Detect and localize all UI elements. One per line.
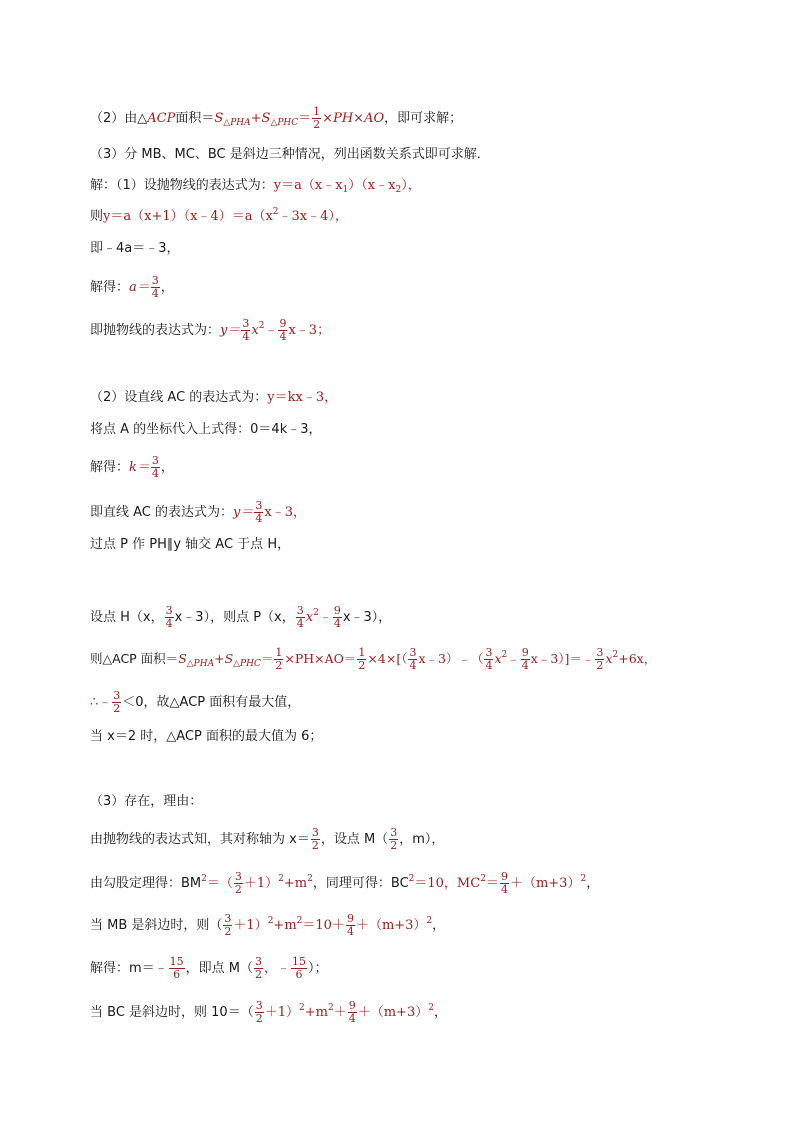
frac-den: 2 — [224, 925, 232, 938]
math: 2 — [428, 1003, 434, 1013]
fraction — [151, 275, 160, 300]
hint-part-3 — [90, 145, 490, 165]
fraction — [278, 318, 287, 343]
math: ＝10，MC — [414, 876, 481, 891]
fraction — [255, 1000, 264, 1025]
math: 2 — [307, 874, 313, 884]
text: （3）分 MB、MC、BC 是斜边三种情况，列出函数关系式即可求解． — [90, 147, 490, 162]
frac-num: 9 — [333, 604, 341, 617]
text: 将点 A 的坐标代入上式得：0＝4k﹣3， — [90, 422, 322, 437]
fraction — [333, 605, 342, 630]
frac-den: 4 — [165, 617, 173, 630]
solution-line-1 — [90, 176, 421, 196]
frac-num: 3 — [390, 826, 398, 839]
frac-den: 6 — [173, 968, 181, 981]
fraction — [484, 647, 493, 672]
math: ∴﹣ — [90, 695, 112, 710]
solution-part3-line-5 — [90, 956, 328, 981]
math: ＝ — [260, 651, 274, 666]
math: 1 — [342, 185, 349, 195]
math: 2 — [426, 916, 433, 926]
text: x﹣3），则点 P（x， — [174, 610, 295, 625]
solution-part2-line-2 — [90, 420, 322, 440]
fraction — [165, 605, 174, 630]
math: S — [178, 651, 187, 666]
math: 2 — [395, 185, 402, 195]
solution-line-4 — [90, 275, 174, 300]
math: ﹣ — [318, 610, 332, 625]
math: ﹣ — [507, 651, 520, 666]
math: ＋1） — [243, 876, 279, 891]
math: ﹣ — [264, 323, 278, 338]
text: （2）由△ — [90, 111, 148, 126]
math: 2 — [296, 916, 303, 926]
math: ﹣3x﹣4）， — [278, 209, 348, 224]
frac-den: 2 — [275, 659, 283, 672]
fraction — [357, 647, 366, 672]
math: 2 — [480, 874, 486, 884]
math: × — [353, 111, 365, 126]
text: 则 — [90, 209, 104, 224]
math: ×PH×AO＝ — [284, 651, 357, 666]
text: 当 MB 是斜边时，则（ — [90, 918, 223, 933]
text: ，设点 M（ — [320, 832, 389, 847]
text: （2）设直线 AC 的表达式为： — [90, 390, 268, 405]
text: x﹣3）， — [342, 610, 392, 625]
frac-num: 1 — [313, 105, 321, 118]
frac-den: 2 — [255, 1012, 263, 1025]
math: S — [261, 111, 271, 126]
math: +6x， — [618, 651, 657, 666]
frac-den: 6 — [295, 968, 303, 981]
math: y＝ — [220, 323, 241, 338]
fraction — [521, 647, 530, 672]
math: △PHA — [186, 659, 215, 669]
solution-part2-line-6 — [90, 605, 391, 630]
fraction — [500, 871, 509, 896]
math: PH — [333, 111, 354, 126]
frac-num: 3 — [151, 274, 159, 287]
math: 2 — [258, 321, 265, 331]
solution-part2-line-9 — [90, 727, 322, 747]
math: x — [605, 651, 613, 666]
frac-num: 3 — [234, 870, 242, 883]
frac-num: 3 — [296, 604, 304, 617]
frac-den: 2 — [596, 659, 604, 672]
text: 过点 P 作 PH∥y 轴交 AC 于点 H， — [90, 537, 291, 552]
math: y＝kx﹣3， — [267, 390, 338, 405]
frac-num: 3 — [224, 912, 232, 925]
solution-part2-line-4 — [90, 500, 306, 525]
math: ，﹣ — [264, 961, 291, 976]
solution-part2-line-5 — [90, 535, 290, 555]
fraction — [223, 913, 232, 938]
fraction — [112, 690, 121, 715]
math: ＋ — [333, 1005, 347, 1020]
math: ＝ — [485, 876, 499, 891]
text: 即直线 AC 的表达式为： — [90, 505, 234, 520]
math: ＝（ — [206, 876, 233, 891]
text: 解得： — [90, 460, 130, 475]
math: AO — [364, 111, 385, 126]
text: 解：（1）设抛物线的表达式为： — [90, 178, 274, 193]
frac-den: 2 — [358, 659, 366, 672]
frac-den: 2 — [313, 118, 321, 131]
text: 解得： — [90, 280, 130, 295]
frac-num: 3 — [255, 999, 263, 1012]
math: x — [251, 323, 259, 338]
solution-line-2 — [90, 207, 348, 227]
text: 面积＝ — [175, 111, 215, 126]
text: ， — [160, 460, 174, 475]
math: △PHA — [223, 118, 251, 128]
text: 由勾股定理得：BM — [90, 876, 202, 891]
text: 解得：m＝﹣ — [90, 961, 168, 976]
math: +m — [283, 876, 308, 891]
frac-den: 4 — [242, 330, 250, 343]
frac-num: 9 — [348, 999, 356, 1012]
math: S — [214, 111, 224, 126]
solution-part2-line-1 — [90, 388, 337, 408]
fraction — [241, 318, 250, 343]
text: ， — [432, 918, 446, 933]
text: ， — [160, 280, 174, 295]
frac-num: 3 — [151, 454, 159, 467]
fraction — [311, 827, 320, 852]
solution-part3-line-2 — [90, 827, 444, 852]
fraction — [291, 956, 307, 981]
math: × — [322, 111, 334, 126]
frac-den: 4 — [409, 659, 417, 672]
math: 2 — [272, 207, 279, 217]
text: 即抛物线的表达式为： — [90, 323, 221, 338]
text: 当 BC 是斜边时，则 10＝（ — [90, 1005, 254, 1020]
frac-num: 3 — [242, 317, 250, 330]
frac-den: 4 — [348, 1012, 356, 1025]
frac-den: 4 — [333, 617, 341, 630]
fraction — [348, 1000, 357, 1025]
math: y＝a（x﹣x — [273, 178, 343, 193]
math: 2 — [299, 1003, 305, 1013]
text: ）； — [308, 961, 328, 976]
frac-den: 2 — [255, 968, 263, 981]
math: a＝ — [129, 280, 150, 295]
math: + — [250, 111, 262, 126]
solution-line-5 — [90, 318, 330, 343]
math: ）， — [401, 178, 421, 193]
text: ，即可求解； — [384, 111, 463, 126]
solution-part3-line-1 — [90, 792, 202, 812]
math: y＝a（x+1）（x﹣4）＝a（x — [103, 209, 273, 224]
math: k＝ — [129, 460, 150, 475]
fraction — [254, 956, 263, 981]
frac-num: 9 — [500, 870, 508, 883]
frac-num: 3 — [255, 955, 263, 968]
math: ）（x﹣x — [348, 178, 396, 193]
frac-den: 4 — [151, 467, 159, 480]
math: △PHC — [270, 118, 299, 128]
text: ＜0，故△ACP 面积有最大值， — [122, 695, 301, 710]
frac-num: 15 — [169, 955, 184, 968]
frac-num: 3 — [311, 826, 319, 839]
fraction — [234, 871, 243, 896]
math: ＋1） — [233, 918, 268, 933]
text: ， — [586, 876, 600, 891]
text: ， — [433, 1005, 447, 1020]
hint-part-2 — [90, 106, 462, 131]
math: x﹣3）]＝﹣ — [530, 651, 595, 666]
math: △PHC — [233, 659, 261, 669]
math: x﹣3， — [264, 505, 306, 520]
math: ＋（m+3） — [355, 918, 427, 933]
frac-num: 9 — [346, 912, 354, 925]
solution-part3-line-6 — [90, 1000, 447, 1025]
text: 设点 H（x， — [90, 610, 164, 625]
text: ，m）， — [399, 832, 445, 847]
text: 即﹣4a＝﹣3， — [90, 241, 180, 256]
math: y＝ — [233, 505, 254, 520]
frac-num: 3 — [409, 646, 417, 659]
frac-num: 3 — [113, 689, 121, 702]
frac-den: 4 — [500, 883, 508, 896]
frac-num: 1 — [275, 646, 283, 659]
math: ＝ — [298, 111, 312, 126]
math: +m — [304, 1005, 328, 1020]
frac-den: 4 — [255, 512, 263, 525]
solution-part2-line-8 — [90, 690, 300, 715]
frac-den: 4 — [296, 617, 304, 630]
math: 2 — [501, 650, 508, 660]
frac-den: 2 — [234, 883, 242, 896]
fraction — [274, 647, 283, 672]
math: 2 — [408, 874, 415, 884]
frac-den: 4 — [151, 287, 159, 300]
math: x — [494, 651, 502, 666]
math: ＝10＋ — [302, 918, 345, 933]
math: 2 — [201, 874, 207, 884]
frac-num: 9 — [521, 646, 529, 659]
math: ＋（m+3） — [509, 876, 581, 891]
text: ACP — [147, 111, 176, 126]
frac-num: 15 — [292, 955, 307, 968]
fraction — [595, 647, 604, 672]
text: （3）存在，理由： — [90, 794, 203, 809]
math: 2 — [267, 916, 274, 926]
fraction — [254, 500, 263, 525]
frac-num: 3 — [165, 604, 173, 617]
math: +m — [273, 918, 297, 933]
frac-den: 4 — [485, 659, 493, 672]
frac-num: 3 — [255, 499, 263, 512]
text: ，同理可得：BC — [312, 876, 409, 891]
math: 2 — [278, 874, 284, 884]
solution-part3-line-3 — [90, 871, 599, 896]
text: 由抛物线的表达式知，其对称轴为 x＝ — [90, 832, 310, 847]
math: ＋1） — [264, 1005, 299, 1020]
text: ，即点 M（ — [185, 961, 254, 976]
fraction — [346, 913, 355, 938]
math: 2 — [327, 1003, 334, 1013]
solution-part2-line-3 — [90, 455, 174, 480]
frac-den: 4 — [346, 925, 354, 938]
math: ＋（m+3） — [357, 1005, 429, 1020]
frac-den: 2 — [113, 702, 121, 715]
text: 当 x＝2 时，△ACP 面积的最大值为 6； — [90, 729, 323, 744]
math: x﹣3； — [288, 323, 331, 338]
frac-den: 2 — [311, 839, 319, 852]
solution-part3-line-4 — [90, 913, 445, 938]
fraction — [151, 455, 160, 480]
frac-num: 3 — [485, 646, 493, 659]
fraction — [389, 827, 398, 852]
fraction — [408, 647, 417, 672]
math: 2 — [580, 874, 587, 884]
math: x﹣3）﹣（ — [418, 651, 484, 666]
frac-num: 9 — [279, 317, 287, 330]
frac-num: 1 — [358, 646, 366, 659]
fraction — [312, 106, 321, 131]
math: 2 — [612, 650, 619, 660]
math: ×4×[（ — [367, 651, 408, 666]
math: 2 — [313, 608, 319, 618]
text: 则△ACP 面积＝ — [90, 651, 179, 666]
frac-den: 2 — [390, 839, 398, 852]
fraction — [296, 605, 305, 630]
frac-num: 3 — [596, 646, 604, 659]
solution-line-3 — [90, 239, 180, 259]
math: +S — [214, 651, 234, 666]
math: x — [305, 610, 314, 625]
frac-den: 4 — [279, 330, 287, 343]
fraction — [169, 956, 185, 981]
solution-part2-line-7 — [90, 647, 656, 672]
frac-den: 4 — [521, 659, 529, 672]
